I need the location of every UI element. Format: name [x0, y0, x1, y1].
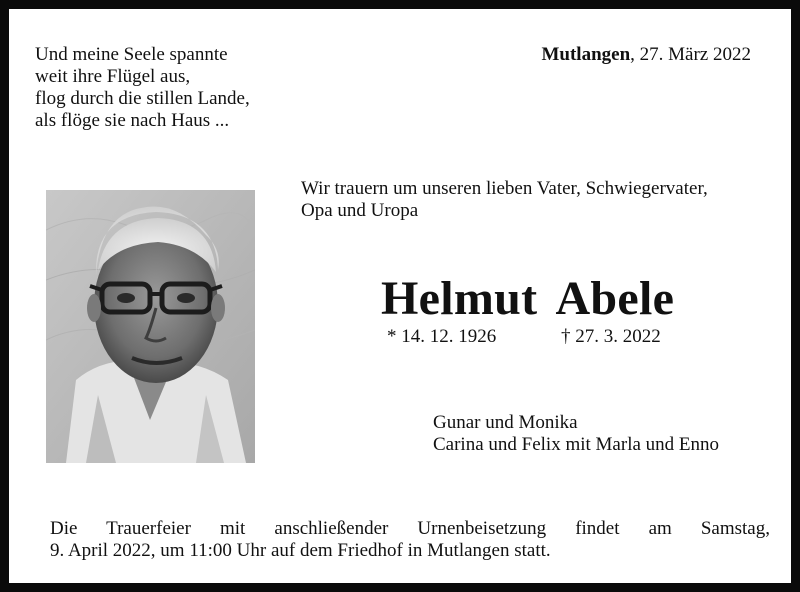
notice-line: 9. April 2022, um 11:00 Uhr auf dem Friedhof in Mutlangen statt. [50, 540, 551, 561]
poem-line: weit ihre Flügel aus, [35, 66, 191, 87]
poem-verse [35, 44, 250, 132]
place-name: Mutlangen [541, 44, 631, 65]
mourners-line: Gunar und Monika [433, 412, 578, 433]
mourners-list [433, 412, 719, 456]
first-name: Helmut [381, 272, 538, 325]
poem-line: flog durch die stillen Lande, [35, 88, 250, 109]
date-text: , 27. März 2022 [630, 44, 751, 65]
mourners-line: Carina und Felix mit Marla und Enno [433, 434, 720, 455]
poem-line: als flöge sie nach Haus ... [35, 110, 230, 131]
notice-line: Die Trauerfeier mit anschließender Urnenbeisetzung findet am Samstag, [50, 518, 770, 539]
intro-text [301, 178, 708, 222]
death-date: † 27. 3. 2022 [561, 326, 661, 347]
intro-line: Wir trauern um unseren lieben Vater, Schwiegervater, [301, 178, 708, 199]
poem-line: Und meine Seele spannte [35, 44, 228, 65]
portrait-image [46, 190, 255, 463]
deceased-name [381, 273, 674, 325]
birth-date: * 14. 12. 1926 [387, 326, 497, 347]
funeral-notice [50, 518, 770, 562]
last-name: Abele [555, 272, 675, 325]
portrait-photo [46, 190, 255, 463]
intro-line: Opa und Uropa [301, 200, 419, 221]
place-and-date [541, 44, 751, 66]
